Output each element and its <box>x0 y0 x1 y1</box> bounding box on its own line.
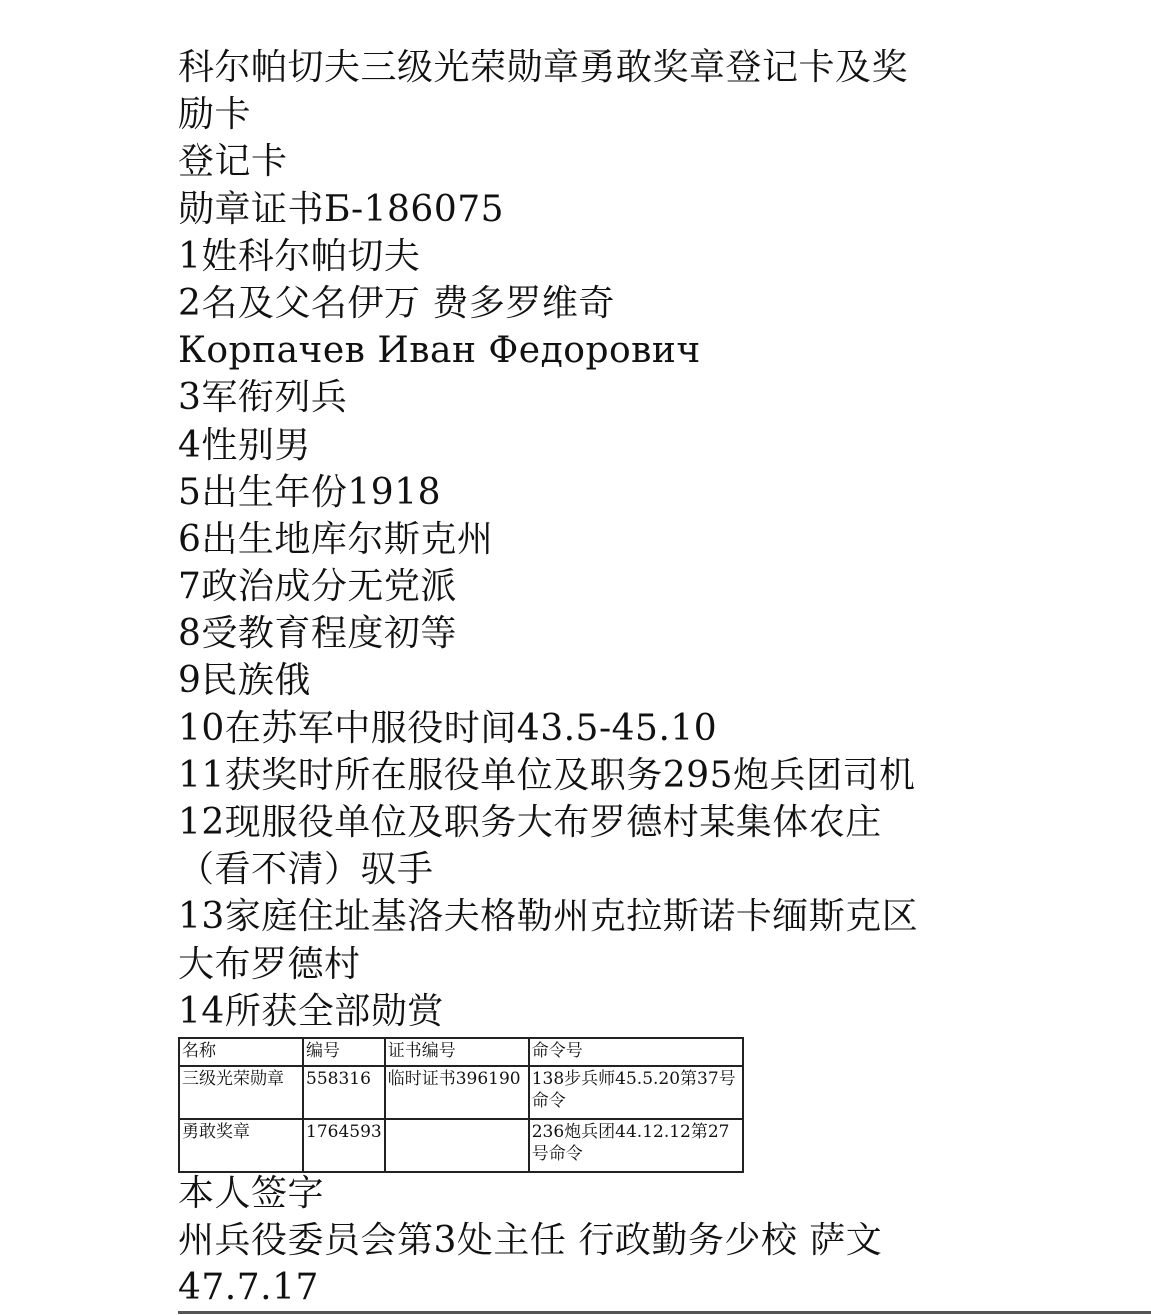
table-header-row <box>179 1038 743 1066</box>
field-unit-at-award: 11获奖时所在服役单位及职务295炮兵团司机 <box>178 754 916 796</box>
title-line-1: 科尔帕切夫三级光荣勋章勇敢奖章登记卡及奖 <box>178 47 909 88</box>
field-awards: 14所获全部勋赏 <box>178 990 444 1032</box>
awards-table <box>178 1037 744 1173</box>
field-sex: 4性别男 <box>178 424 311 466</box>
subtitle: 登记卡 <box>178 141 288 183</box>
cell-certificate <box>385 1119 529 1172</box>
field-surname: 1姓科尔帕切夫 <box>178 235 421 277</box>
header-certificate: 证书编号 <box>385 1038 529 1066</box>
field-service-period: 10在苏军中服役时间43.5-45.10 <box>178 707 718 749</box>
certificate-number: 勋章证书Б-186075 <box>178 188 505 230</box>
field-birthplace: 6出生地库尔斯克州 <box>178 518 494 560</box>
field-address: 13家庭住址基洛夫格勒州克拉斯诺卡缅斯克区 <box>178 896 919 938</box>
cell-certificate: 临时证书396190 <box>385 1066 529 1119</box>
table-row <box>179 1066 743 1119</box>
bottom-divider <box>178 1311 1151 1314</box>
title-line-2: 励卡 <box>178 94 252 136</box>
field-address-cont: 大布罗德村 <box>178 943 361 985</box>
field-current-unit: 12现服役单位及职务大布罗德村某集体农庄 <box>178 802 882 843</box>
field-party: 7政治成分无党派 <box>178 566 457 608</box>
field-name: 2名及父名伊万 费多罗维奇 <box>178 282 615 324</box>
signature-block <box>178 1170 882 1312</box>
field-education: 8受教育程度初等 <box>178 613 457 655</box>
signatory: 州兵役委员会第3处主任 行政勤务少校 萨文 <box>178 1220 883 1262</box>
cell-order: 138步兵师45.5.20第37号命令 <box>529 1066 743 1119</box>
field-name-russian: Корпачев Иван Федорович <box>178 330 701 372</box>
date: 47.7.17 <box>178 1267 319 1309</box>
field-nationality: 9民族俄 <box>178 660 311 702</box>
header-name: 名称 <box>179 1038 303 1066</box>
field-rank: 3军衔列兵 <box>178 377 348 419</box>
cell-number: 558316 <box>303 1066 385 1119</box>
header-order: 命令号 <box>529 1038 743 1066</box>
table-row <box>179 1119 743 1172</box>
field-birth-year: 5出生年份1918 <box>178 471 442 513</box>
cell-name: 三级光荣勋章 <box>179 1066 303 1119</box>
signature-label: 本人签字 <box>178 1173 325 1214</box>
cell-name: 勇敢奖章 <box>179 1119 303 1172</box>
field-current-unit-cont: （看不清）驭手 <box>178 849 434 891</box>
registration-card <box>178 44 918 1173</box>
header-number: 编号 <box>303 1038 385 1066</box>
cell-order: 236炮兵团44.12.12第27号命令 <box>529 1119 743 1172</box>
cell-number: 1764593 <box>303 1119 385 1172</box>
